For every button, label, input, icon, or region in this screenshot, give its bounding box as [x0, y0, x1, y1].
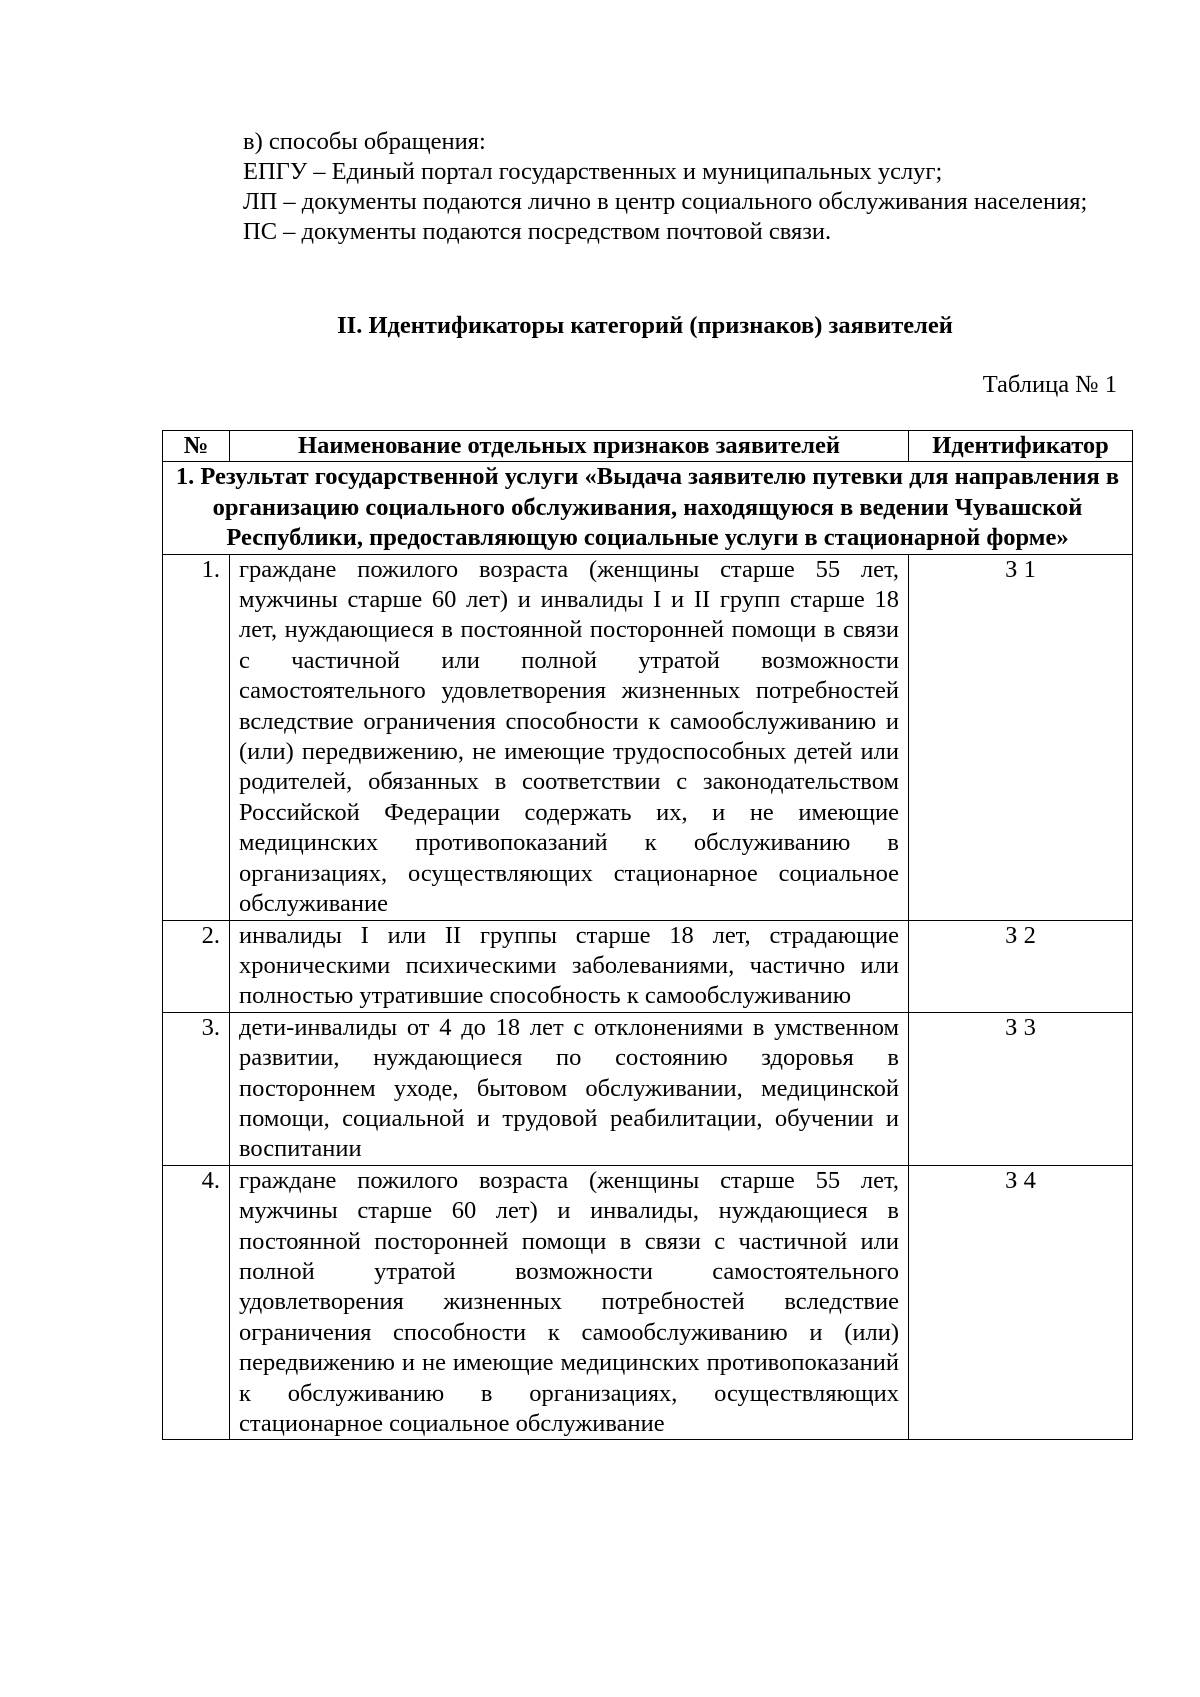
row-description: дети-инвалиды от 4 до 18 лет с отклонениями в умственном развитии, нуждающиеся по состоянию здоровья в постороннем уходе, бытовом обслуживании, медицинской помощи, социальной и трудовой реабилитации, обучении и воспитании [230, 1012, 909, 1165]
row-number: 3. [163, 1012, 230, 1165]
intro-paragraph: ЕПГУ – Единый портал государственных и муниципальных услуг; [243, 158, 943, 185]
row-number: 4. [163, 1165, 230, 1440]
row-description: инвалиды I или II группы старше 18 лет, страдающие хроническими психическими заболеваниями, частично или полностью утратившие способность к самообслуживанию [230, 920, 909, 1012]
header-number: № [163, 431, 230, 462]
row-description: граждане пожилого возраста (женщины старше 55 лет, мужчины старше 60 лет) и инвалиды I и II групп старше 18 лет, нуждающиеся в постоянной посторонней помощи в связи с частичной или полной утратой возможности самостоятельного удовлетворения жизненных потребностей вследствие ограничения способности к самообслуживанию и (или) передвижению, не имеющие трудоспособных детей или родителей, обязанных в соответствии с законодательством Российской Федерации содержать их, и не имеющие медицинских противопоказаний к обслуживанию в организациях, осуществляющих стационарное социальное обслуживание [230, 554, 909, 920]
intro-paragraph: в) способы обращения: [243, 128, 486, 155]
table-row [163, 1012, 1133, 1165]
identifiers-table [162, 430, 1133, 1440]
table-caption: Таблица № 1 [982, 371, 1117, 398]
row-description: граждане пожилого возраста (женщины старше 55 лет, мужчины старше 60 лет) и инвалиды, нуждающиеся в постоянной посторонней помощи в связи с частичной или полной утратой возможности самостоятельного удовлетворения жизненных потребностей вследствие ограничения способности к самообслуживанию и (или) передвижению и не имеющие медицинских противопоказаний к обслуживанию в организациях, осуществляющих стационарное социальное обслуживание [230, 1165, 909, 1440]
row-identifier: З 3 [909, 1012, 1133, 1165]
header-identifier: Идентификатор [909, 431, 1133, 462]
row-number: 1. [163, 554, 230, 920]
header-name: Наименование отдельных признаков заявителей [230, 431, 909, 462]
table-row [163, 1165, 1133, 1440]
intro-paragraph: ПС – документы подаются посредством почтовой связи. [243, 218, 832, 245]
row-identifier: З 4 [909, 1165, 1133, 1440]
table-row [163, 554, 1133, 920]
row-identifier: З 2 [909, 920, 1133, 1012]
table-header-row [163, 431, 1133, 462]
table-row [163, 920, 1133, 1012]
group-title: 1. Результат государственной услуги «Выдача заявителю путевки для направления в организацию социального обслуживания, находящуюся в ведении Чувашской Республики, предоставляющую социальные услуги в стационарной форме» [163, 462, 1133, 554]
intro-paragraph: ЛП – документы подаются лично в центр социального обслуживания населения; [243, 188, 1088, 215]
section-title: II. Идентификаторы категорий (признаков) заявителей [337, 312, 953, 339]
intro-block [173, 127, 1117, 247]
row-identifier: З 1 [909, 554, 1133, 920]
group-row [163, 462, 1133, 554]
row-number: 2. [163, 920, 230, 1012]
